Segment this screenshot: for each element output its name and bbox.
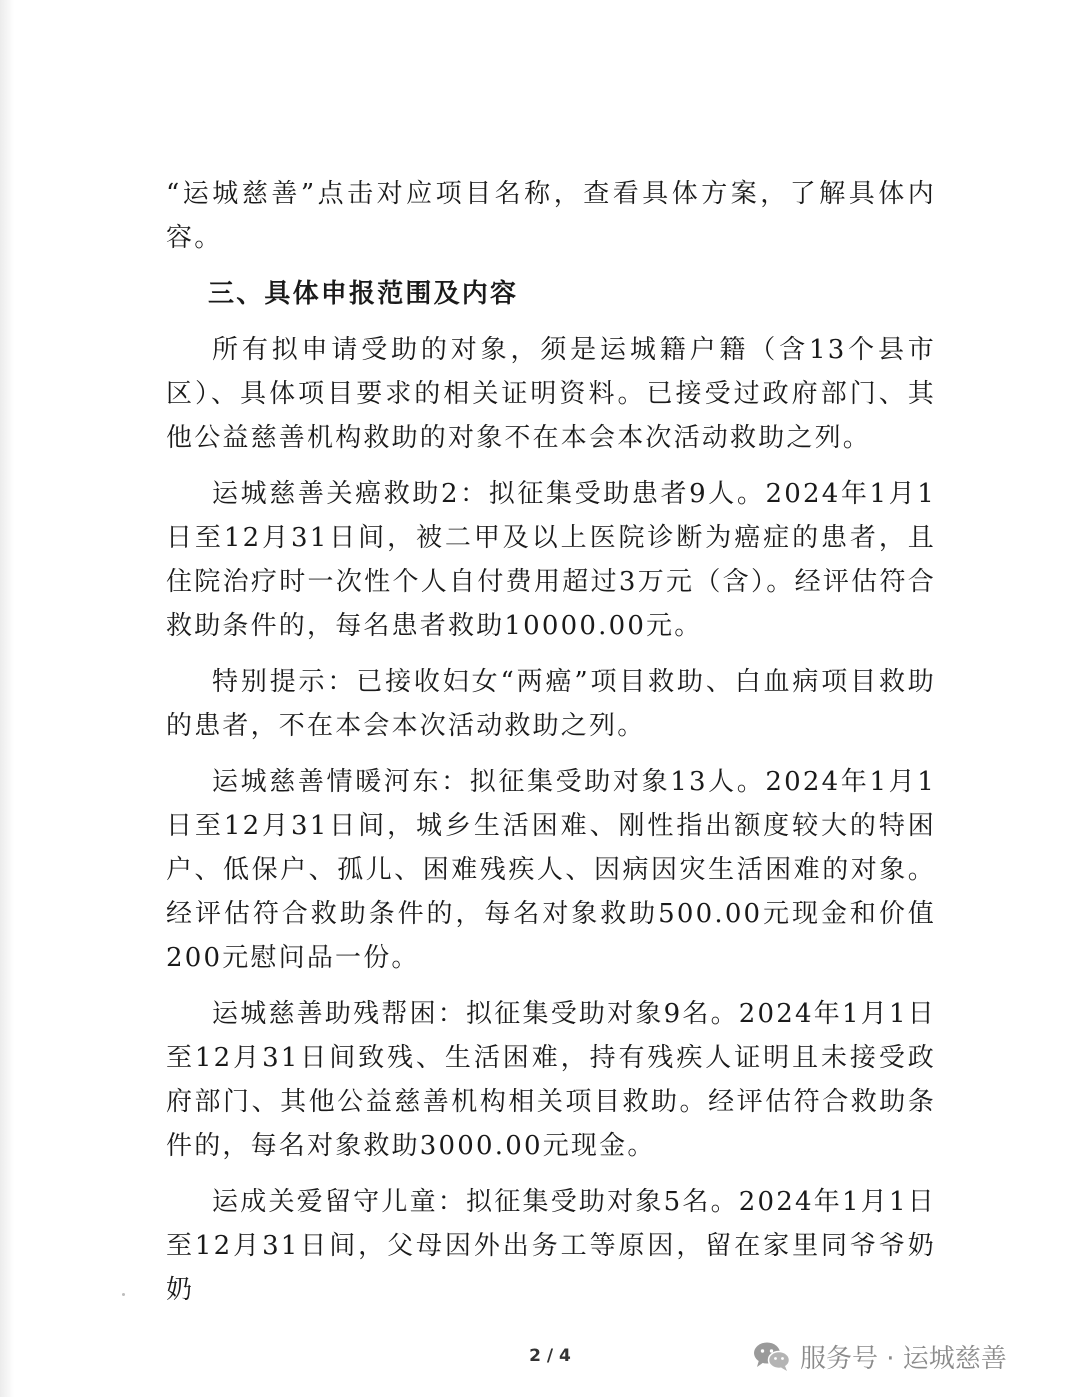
page-number: 2 / 4 [529,1346,571,1366]
scan-edge-shadow [0,0,14,1397]
paragraph-cancer-aid: 运城慈善关癌救助2：拟征集受助患者9人。2024年1月1日至12月31日间，被二甲及以上医院诊断为癌症的患者，且住院治疗时一次性个人自付费用超过3万元（含）。经评估符合救助条件的，每名患者救助10000.00元。 [166,479,936,641]
wechat-icon [752,1340,792,1372]
paragraph-left-behind-children: 运成关爱留守儿童：拟征集受助对象5名。2024年1月1日至12月31日间，父母因外出务工等原因，留在家里同爷爷奶奶 [166,1187,936,1305]
paragraph-warm-hedong: 运城慈善情暖河东：拟征集受助对象13人。2024年1月1日至12月31日间，城乡生活困难、刚性指出额度较大的特困户、低保户、孤儿、困难残疾人、因病因灾生活困难的对象。经评估符合救助条件的，每名对象救助500.00元现金和价值200元慰问品一份。 [166,767,936,973]
paragraph-eligibility: 所有拟申请受助的对象，须是运城籍户籍（含13个县市区）、具体项目要求的相关证明资料。已接受过政府部门、其他公益慈善机构救助的对象不在本会本次活动救助之列。 [166,335,936,453]
wechat-watermark [752,1336,1007,1376]
scan-speck [122,1293,125,1296]
paragraph-special-notice: 特别提示：已接收妇女“两癌”项目救助、白血病项目救助的患者，不在本会本次活动救助之列。 [166,667,936,741]
paragraph-continuation: “运城慈善”点击对应项目名称，查看具体方案，了解具体内容。 [166,179,936,253]
watermark-text: 服务号 · 运城慈善 [800,1343,1007,1374]
paragraph-disability-aid: 运城慈善助残帮困：拟征集受助对象9名。2024年1月1日至12月31日间致残、生活困难，持有残疾人证明且未接受政府部门、其他公益慈善机构相关项目救助。经评估符合救助条件的，每名对象救助3000.00元现金。 [166,999,936,1161]
document-body [166,172,936,1312]
section-heading: 三、具体申报范围及内容 [208,279,519,309]
